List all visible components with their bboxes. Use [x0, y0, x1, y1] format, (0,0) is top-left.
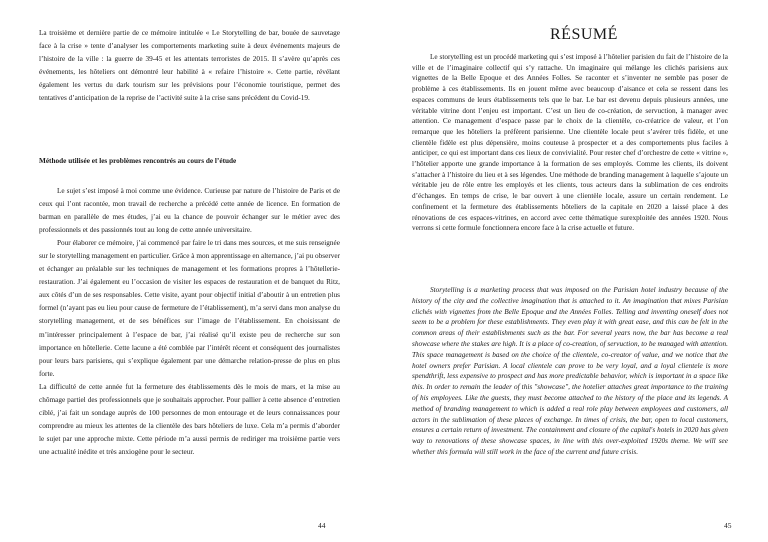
paragraph-3: La difficulté de cette année fut la fermeture des établissements dès le mois de mars, et la mise au chômage partiel des professionnels que je souhaitais approcher. Pour pallier à cette absence d’entretien ciblé, j’ai fait un sondage auprès de 100 personnes de mon entourage et de leurs connaissances pour comprendre au mieux les attentes de la clientèle des bars hôteliers de luxe. Cela m’a permis d’aborder le sujet par une approche mixte. Cette période m’a aussi permis de rediriger ma troisième partie vers une actualité inédite et très anxiogène pour le secteur. [39, 382, 340, 456]
abstract-english: Storytelling is a marketing process that was imposed on the Parisian hotel industry because of the history of the city and the collective imagination that is attached to it. An imagination that mixes Parisian clichés with vignettes from the Belle Epoque and the Années Folles. Telling and inventing oneself does not seem to be a problem for these establishments. They even play it with great ease, and this can be felt in the common areas of their establishments such as the bar. For several years now, the bar has become a real showcase where the stakes are high. It is a place of co-creation, of servuction, to be managed with attention. This space management is based on the choice of the clientele, co-creator of value, and we notice that the hotel owners prefer Parisian. A local clientele can prove to be very loyal, and a loyal clientele is more spendthrift, less expensive to prospect and has more predictable behavior, which is important in a space like this. In order to remain the leader of this "showcase", the hotelier attaches great importance to the training of his employees. Like the guests, they must become attached to the history of the place and its legends. A method of branding management to which is added a real role play between employees and customers, all actors in the sublimation of these places of exchange. In times of crisis, the bar, open to local customers, ensures a certain return of investment. The containment and closure of the capital's hotels in 2020 has given way to renovations of these showcase spaces, in line with this over-exploited 1920s theme. We will see whether this formula will still work in the face of the current and future crisis. [412, 286, 728, 456]
page-title: RÉSUMÉ [550, 26, 618, 43]
abstract-french: Le storytelling est un procédé marketing qui s’est imposé à l’hôtelier parisien du fait de l’histoire de la ville et de l’imaginaire collectif qui s’y rattache. Un imaginaire qui mélange les clichés parisiens aux vignettes de la Belle Epoque et des Années Folles. Se raconter et s’inventer ne semble pas poser de problème à ces établissements. Ils en jouent même avec beaucoup d’aisance et cela se ressent dans les espaces communs de leurs établissements tels que le bar. Le bar est devenu depuis plusieurs années, une véritable vitrine dont l’enjeu est important. C’est un lieu de co-création, de servuction, à manager avec attention. Ce management d’espace passe par le choix de la clientèle, co-créatrice de valeur, et l’on remarque que les hôteliers la préfèrent parisienne. Une clientèle locale peut s’avérer très fidèle, et une clientèle fidèle est plus dépensière, moins couteuse à prospecter et a des comportements plus faciles à anticiper, ce qui est important dans ces lieux de convivialité. Pour rester chef d’orchestre de cette « vitrine », l’hôtelier apporte une grande importance à la formation de ses employés. Comme les clients, ils doivent s’attacher à l’histoire du lieu et à ses légendes. Une méthode de branding management à laquelle s’ajoute un véritable jeu de rôle entre les employés et les clients, tous acteurs dans la sublimation de ces endroits d’échanges. En temps de crise, le bar ouvert à une clientèle locale, assure un certain rendement. Le confinement et la fermeture des établissements hôteliers de la capitale en 2020 a laissé place à des rénovations de ces espaces-vitrines, en accord avec cette thématique surexploitée des années 1920. Nous verrons si cette formule fonctionnera encore face à la crise actuelle et future. [412, 53, 728, 233]
page-number-right: 45 [724, 521, 732, 530]
section-title: Méthode utilisée et les problèmes rencontrés au cours de l’étude [39, 157, 237, 165]
paragraph-1: Le sujet s’est imposé à moi comme une évidence. Curieuse par nature de l’histoire de Paris et de ceux qui l’ont racontée, mon travail de recherche a précédé cette année de licence. En formation de barman en parallèle de mes études, j’ai eu la chance de pouvoir échanger sur le métier avec des professionnels et des passionnés tout au long de cette année universitaire. [39, 187, 340, 235]
method-paragraphs [39, 185, 340, 459]
intro-paragraph: La troisième et dernière partie de ce mémoire intitulée « Le Storytelling de bar, bouée de sauvetage face à la crise » tente d’analyser les comportements marketing suite à deux événements majeurs de l’histoire de la ville : la guerre de 39-45 et les attentats terroristes de 2015. Il s’avère qu’après ces événements, les hôteliers ont démontré leur habilité à « refaire l’histoire ». Cette partie, révélant également les vertus du dark tourism sur les prévisions pour l’économie touristique, permet des tentatives d’anticipation de la reprise de l’activité suite à la crise sans précédent du Covid-19. [39, 29, 340, 103]
paragraph-2: Pour élaborer ce mémoire, j’ai commencé par faire le tri dans mes sources, et me suis renseignée sur le storytelling management en particulier. Grâce à mon apprentissage en alternance, j’ai pu observer et échanger au préalable sur les techniques de management et les formations propres à l’hôtellerie- restauration. J’ai également eu l’occasion de visiter les espaces de restauration et de banquet du Ritz, aux côtés d’un de ses responsables. Cette visite, ayant pour objectif initial d’aboutir à un entretien plus formel (n’ayant pas eu lieu pour cause de fermeture de l’établissement), m’a servi dans mon analyse du storytelling management, et de ses bénéfices sur l’image de l’établissement. En choisissant de m’intéresser principalement à l’espace de bar, j’ai réalisé qu’il existe peu de recherche sur son importance en hôtellerie. Cette lacune a été comblée par l’intérêt récent et conséquent des journalistes pour leurs bars parisiens, qui s’explique également par une démarche relation-presse de plus en plus forte. [39, 239, 340, 378]
page-number-left: 44 [318, 521, 326, 530]
